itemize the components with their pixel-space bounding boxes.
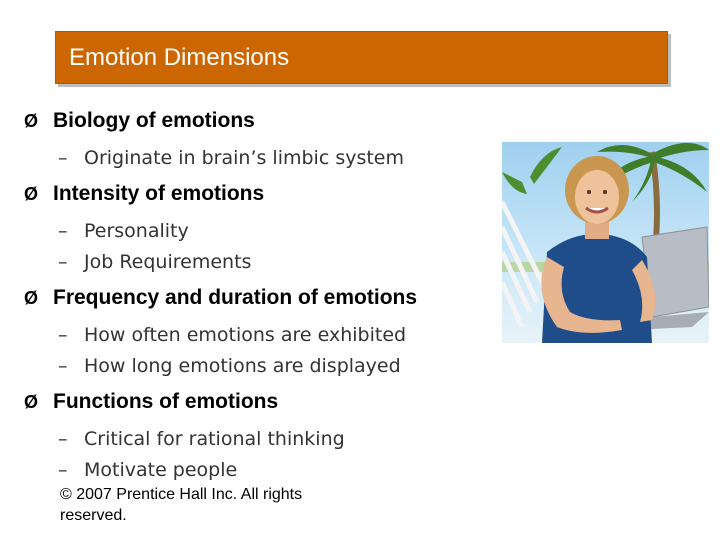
bullet-item [24, 285, 494, 311]
sub-list [58, 319, 494, 381]
dash-icon: – [58, 250, 68, 273]
bullet-text: Biology of emotions [53, 109, 255, 132]
sub-text: Originate in brain’s limbic system [84, 146, 405, 169]
sub-list [58, 215, 494, 277]
sub-text: Job Requirements [84, 250, 252, 273]
bullet-item [24, 181, 494, 207]
sub-text: Personality [84, 219, 189, 242]
sub-item [58, 215, 494, 246]
dash-icon: – [58, 458, 68, 481]
sub-text: How long emotions are displayed [84, 354, 401, 377]
arrow-bullet-icon: Ø [24, 287, 39, 308]
sub-item [58, 142, 494, 173]
bullet-list [24, 108, 494, 493]
photo-woman-with-laptop [502, 142, 709, 343]
dash-icon: – [58, 146, 68, 169]
sub-text: Critical for rational thinking [84, 427, 345, 450]
bullet-item [24, 389, 494, 415]
dash-icon: – [58, 354, 68, 377]
bullet-text: Functions of emotions [53, 390, 279, 413]
sub-text: How often emotions are exhibited [84, 323, 407, 346]
sub-item [58, 319, 494, 350]
photo-illustration [502, 142, 709, 343]
copyright-text: © 2007 Prentice Hall Inc. All rights reserved. [60, 486, 303, 524]
sub-list [58, 142, 494, 173]
arrow-bullet-icon: Ø [24, 391, 39, 412]
bullet-item [24, 108, 494, 134]
sub-item [58, 246, 494, 277]
dash-icon: – [58, 219, 68, 242]
arrow-bullet-icon: Ø [24, 110, 39, 131]
sub-item [58, 454, 494, 485]
sub-item [58, 350, 494, 381]
dash-icon: – [58, 323, 68, 346]
arrow-bullet-icon: Ø [24, 183, 39, 204]
dash-icon: – [58, 427, 68, 450]
sub-text: Motivate people [84, 458, 238, 481]
bullet-text: Frequency and duration of emotions [53, 286, 418, 309]
bullet-text: Intensity of emotions [53, 182, 265, 205]
sub-item [58, 423, 494, 454]
title-bar [55, 31, 668, 84]
slide-title: Emotion Dimensions [69, 44, 290, 71]
sub-list [58, 423, 494, 485]
